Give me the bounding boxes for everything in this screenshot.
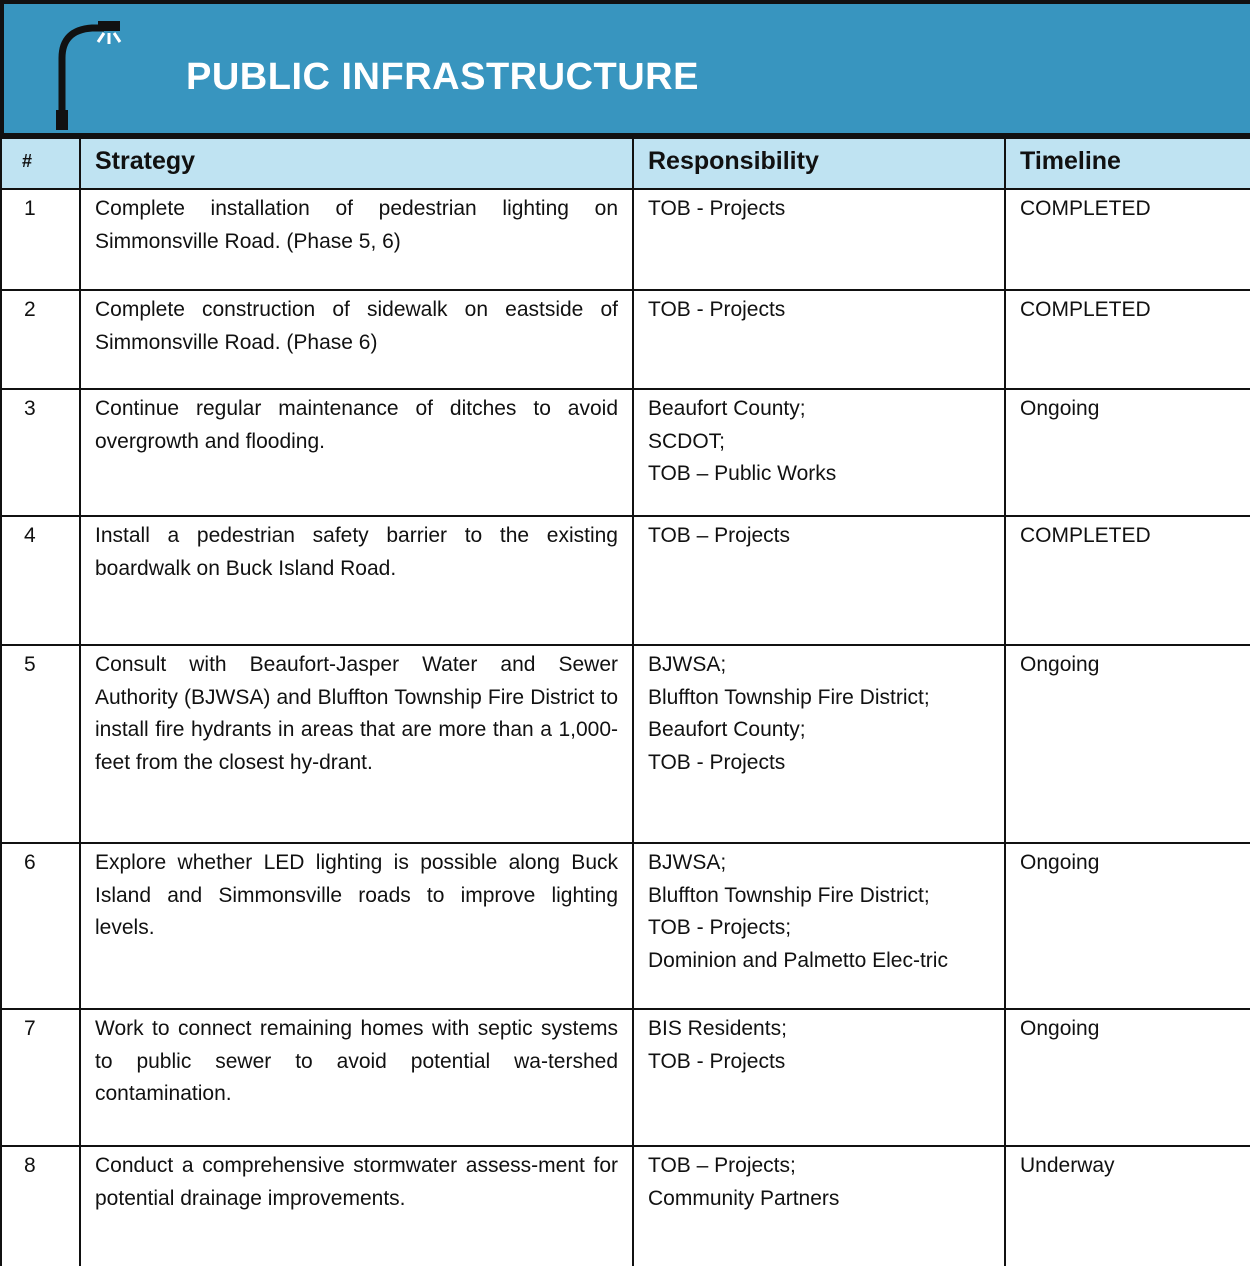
strategy-cell: Conduct a comprehensive stormwater assess-ment for potential drainage improvements.: [80, 1146, 633, 1266]
column-header-responsibility: Responsibility: [633, 138, 1005, 189]
responsibility-entry: TOB - Projects: [648, 197, 786, 220]
row-number: 1: [1, 189, 80, 290]
responsibility-entry: TOB – Projects;: [648, 1154, 796, 1177]
strategy-cell: Explore whether LED lighting is possible along Buck Island and Simmonsville roads to improve lighting levels.: [80, 843, 633, 1009]
responsibility-entry: TOB - Projects;: [648, 916, 792, 939]
timeline-cell: Ongoing: [1005, 843, 1250, 1009]
table-header-row: [1, 138, 1250, 189]
table-row: [1, 1009, 1250, 1146]
strategy-cell: Consult with Beaufort-Jasper Water and Sewer Authority (BJWSA) and Bluffton Township Fire District to install fire hydrants in areas that are more than a 1,000-feet from the closest hy-drant.: [80, 645, 633, 843]
responsibility-entry: Bluffton Township Fire District;: [648, 883, 930, 907]
table-row: [1, 843, 1250, 1009]
strategy-cell: Complete installation of pedestrian lighting on Simmonsville Road. (Phase 5, 6): [80, 189, 633, 290]
table-row: [1, 290, 1250, 389]
strategy-cell: Work to connect remaining homes with septic systems to public sewer to avoid potential wa-tershed contamination.: [80, 1009, 633, 1146]
row-number: 8: [1, 1146, 80, 1266]
strategy-cell: Install a pedestrian safety barrier to the existing boardwalk on Buck Island Road.: [80, 516, 633, 645]
responsibility-cell: [633, 645, 1005, 843]
row-number: 3: [1, 389, 80, 516]
section-banner: [0, 0, 1250, 137]
row-number: 2: [1, 290, 80, 389]
table-row: [1, 645, 1250, 843]
responsibility-cell: [633, 389, 1005, 516]
timeline-cell: Ongoing: [1005, 645, 1250, 843]
responsibility-entry: TOB - Projects: [648, 1049, 786, 1073]
responsibility-cell: [633, 1146, 1005, 1266]
street-lamp-icon: [52, 18, 134, 130]
table-row: [1, 516, 1250, 645]
row-number: 6: [1, 843, 80, 1009]
table-row: [1, 1146, 1250, 1266]
strategy-cell: Complete construction of sidewalk on eastside of Simmonsville Road. (Phase 6): [80, 290, 633, 389]
strategy-table: [0, 137, 1250, 1266]
column-header-number: #: [1, 138, 80, 189]
responsibility-entry: Dominion and Palmetto Elec-tric: [648, 948, 948, 972]
responsibility-entry: SCDOT;: [648, 429, 726, 453]
responsibility-entry: Bluffton Township Fire District;: [648, 685, 930, 709]
responsibility-entry: Beaufort County;: [648, 397, 806, 420]
responsibility-entry: TOB - Projects: [648, 750, 786, 774]
responsibility-entry: BJWSA;: [648, 653, 727, 676]
timeline-cell: COMPLETED: [1005, 189, 1250, 290]
row-number: 7: [1, 1009, 80, 1146]
responsibility-entry: TOB - Projects: [648, 298, 786, 321]
timeline-cell: Underway: [1005, 1146, 1250, 1266]
column-header-strategy: Strategy: [80, 138, 633, 189]
responsibility-entry: Beaufort County;: [648, 718, 806, 741]
responsibility-cell: [633, 516, 1005, 645]
responsibility-entry: TOB – Projects: [648, 524, 790, 547]
responsibility-entry: TOB – Public Works: [648, 462, 837, 485]
timeline-cell: Ongoing: [1005, 1009, 1250, 1146]
responsibility-cell: [633, 290, 1005, 389]
responsibility-cell: [633, 1009, 1005, 1146]
responsibility-entry: BJWSA;: [648, 851, 727, 874]
responsibility-cell: [633, 843, 1005, 1009]
responsibility-entry: Community Partners: [648, 1186, 840, 1210]
timeline-cell: COMPLETED: [1005, 290, 1250, 389]
strategy-cell: Continue regular maintenance of ditches to avoid overgrowth and flooding.: [80, 389, 633, 516]
row-number: 4: [1, 516, 80, 645]
page-title: PUBLIC INFRASTRUCTURE: [186, 56, 699, 98]
table-row: [1, 389, 1250, 516]
timeline-cell: Ongoing: [1005, 389, 1250, 516]
responsibility-cell: [633, 189, 1005, 290]
table-row: [1, 189, 1250, 290]
timeline-cell: COMPLETED: [1005, 516, 1250, 645]
row-number: 5: [1, 645, 80, 843]
responsibility-entry: BIS Residents;: [648, 1017, 787, 1040]
column-header-timeline: Timeline: [1005, 138, 1250, 189]
